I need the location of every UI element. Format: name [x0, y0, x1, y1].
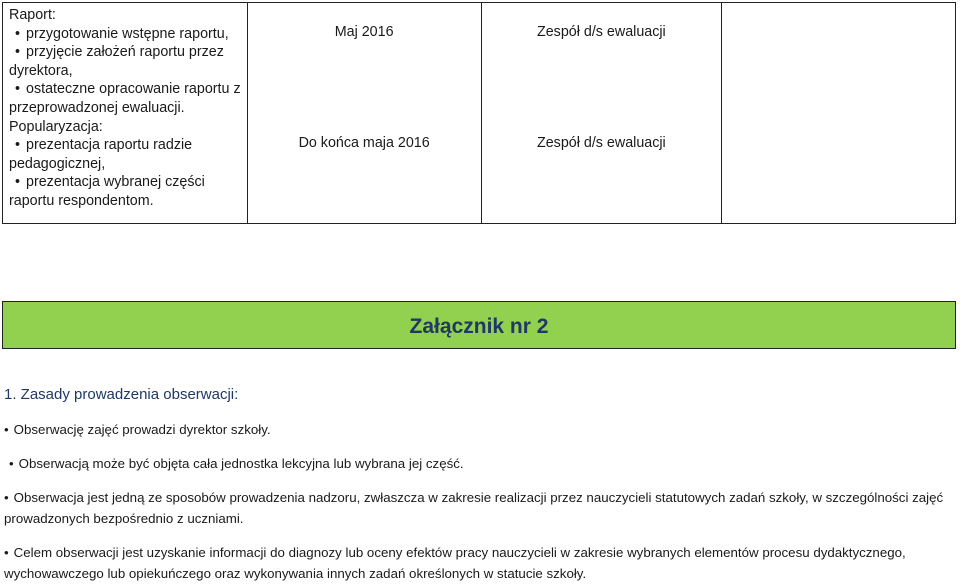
list-item-continuation: przeprowadzonej ewaluacji. [9, 99, 185, 116]
list-item-continuation: prowadzonych bezpośrednio z uczniami. [4, 511, 244, 526]
report-heading: Raport: [9, 7, 56, 23]
list-item: • przyjęcie założeń raportu przez [9, 43, 247, 62]
team-cell [481, 3, 722, 224]
list-item-continuation: wychowawczego lub opiekuńczego oraz wykonywania innych zadań określonych w statucie szkoły. [4, 566, 587, 581]
empty-cell [722, 3, 956, 224]
list-item: • Obserwacją może być objęta cała jednostka lekcyjna lub wybrana jej część. [9, 453, 954, 474]
date-cell [247, 3, 481, 224]
schedule-table [2, 2, 956, 224]
list-item: • ostateczne opracowanie raportu z [9, 80, 247, 99]
activities-cell [3, 3, 248, 224]
list-item: • prezentacja wybranej części [9, 173, 247, 192]
popularization-heading: Popularyzacja: [9, 118, 103, 135]
list-item-continuation: raportu respondentom. [9, 192, 154, 209]
list-item: • Obserwacja jest jedną ze sposobów prowadzenia nadzoru, zwłaszcza w zakresie realizacji przez nauczycieli statutowych zadań szkoły, w szczególności zajęć [4, 487, 949, 508]
date-row1: Maj 2016 [334, 24, 394, 40]
list-item: • prezentacja raportu radzie [9, 136, 247, 155]
list-item: • Obserwację zajęć prowadzi dyrektor szkoły. [4, 419, 949, 440]
list-item: • przygotowanie wstępne raportu, [9, 25, 247, 44]
annex-title: Załącznik nr 2 [409, 315, 549, 338]
team-row2: Zespół d/s ewaluacji [537, 135, 666, 151]
list-item: • Celem obserwacji jest uzyskanie informacji do diagnozy lub oceny efektów pracy nauczycieli w zakresie wybranych elementów procesu dydaktycznego, [4, 542, 949, 563]
date-row2: Do końca maja 2016 [298, 135, 430, 151]
section-heading: 1. Zasady prowadzenia obserwacji: [4, 386, 239, 403]
team-row1: Zespół d/s ewaluacji [537, 24, 666, 40]
annex-banner [2, 301, 956, 349]
list-item-continuation: dyrektora, [9, 62, 73, 79]
list-item-continuation: pedagogicznej, [9, 155, 106, 172]
